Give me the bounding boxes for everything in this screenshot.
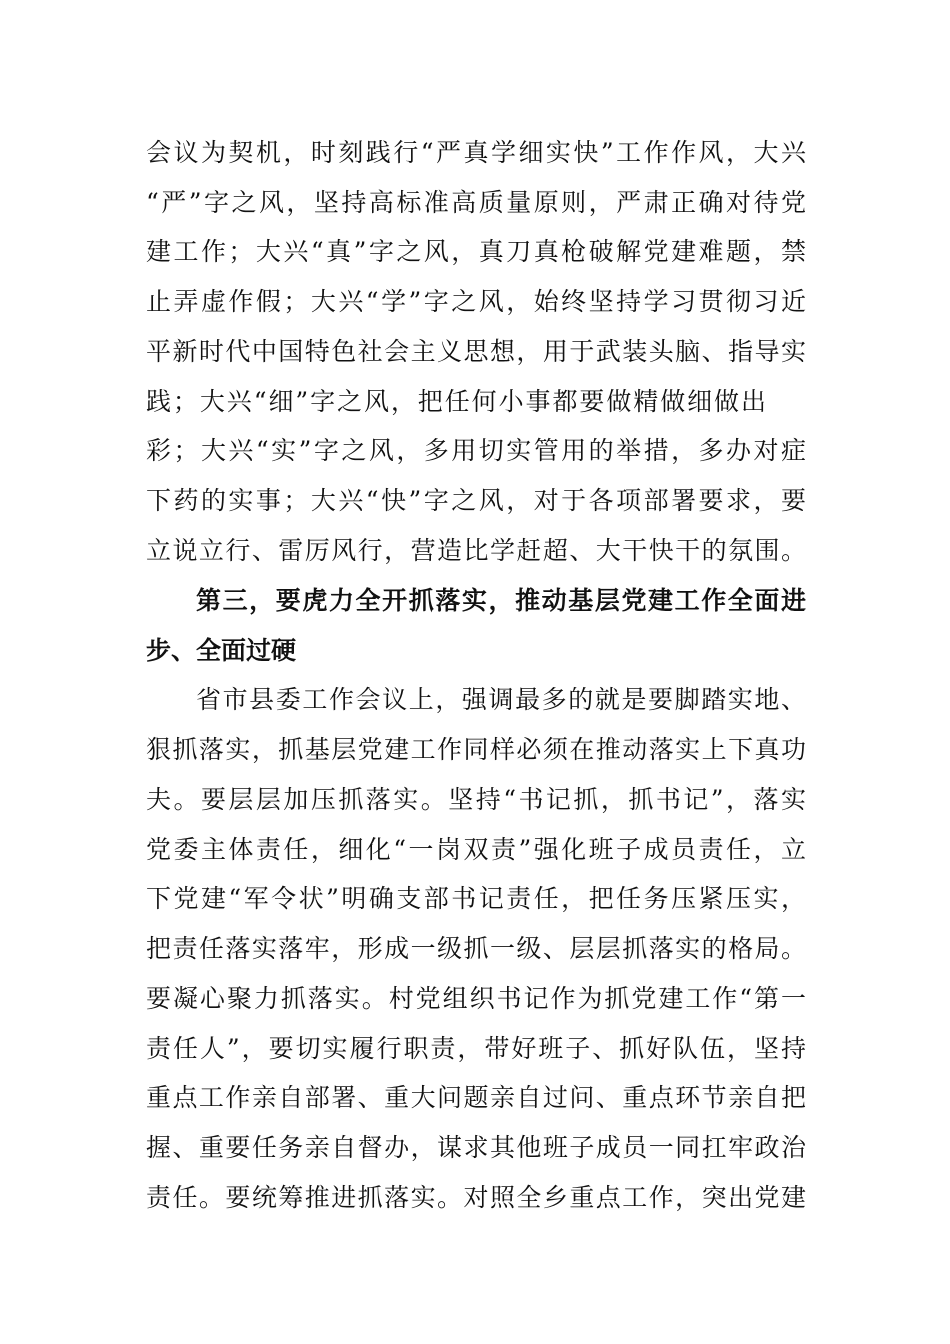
paragraph-line: 夫。要层层加压抓落实。坚持“书记抓，抓书记”，落实 (146, 785, 806, 814)
paragraph-line: 责任人”，要切实履行职责，带好班子、抓好队伍，坚持 (146, 1034, 806, 1063)
paragraph-line: 党委主体责任，细化“一岗双责”强化班子成员责任，立 (146, 835, 806, 864)
paragraph-line: 平新时代中国特色社会主义思想，用于武装头脑、指导实 (146, 337, 806, 366)
paragraph-line: 要凝心聚力抓落实。村党组织书记作为抓党建工作“第一 (146, 984, 806, 1013)
paragraph-line: 把责任落实落牢，形成一级抓一级、层层抓落实的格局。 (146, 934, 806, 963)
paragraph-line: 下党建“军令状”明确支部书记责任，把任务压紧压实， (146, 884, 806, 913)
paragraph-line: 彩；大兴“实”字之风，多用切实管用的举措，多办对症 (146, 436, 806, 465)
paragraph-line: 建工作；大兴“真”字之风，真刀真枪破解党建难题，禁 (146, 237, 806, 266)
paragraph-line: 践；大兴“细”字之风，把任何小事都要做精做细做出 (146, 387, 766, 416)
section-heading-line: 第三，要虎力全开抓落实，推动基层党建工作全面进 (196, 586, 806, 615)
paragraph-line: 立说立行、雷厉风行，营造比学赶超、大干快干的氛围。 (146, 536, 806, 565)
paragraph-line: 省市县委工作会议上，强调最多的就是要脚踏实地、 (196, 685, 806, 714)
paragraph-line: “严”字之风，坚持高标准高质量原则，严肃正确对待党 (146, 188, 806, 217)
paragraph-line: 重点工作亲自部署、重大问题亲自过问、重点环节亲自把 (146, 1083, 806, 1112)
paragraph-line: 责任。要统筹推进抓落实。对照全乡重点工作，突出党建 (146, 1183, 806, 1212)
paragraph-line: 握、重要任务亲自督办，谋求其他班子成员一同扛牢政治 (146, 1133, 806, 1162)
section-heading-line: 步、全面过硬 (146, 636, 297, 665)
paragraph-line: 止弄虚作假；大兴“学”字之风，始终坚持学习贯彻习近 (146, 287, 806, 316)
paragraph-line: 会议为契机，时刻践行“严真学细实快”工作作风，大兴 (146, 138, 806, 167)
paragraph-line: 下药的实事；大兴“快”字之风，对于各项部署要求，要 (146, 486, 806, 515)
paragraph-line: 狠抓落实，抓基层党建工作同样必须在推动落实上下真功 (146, 735, 806, 764)
